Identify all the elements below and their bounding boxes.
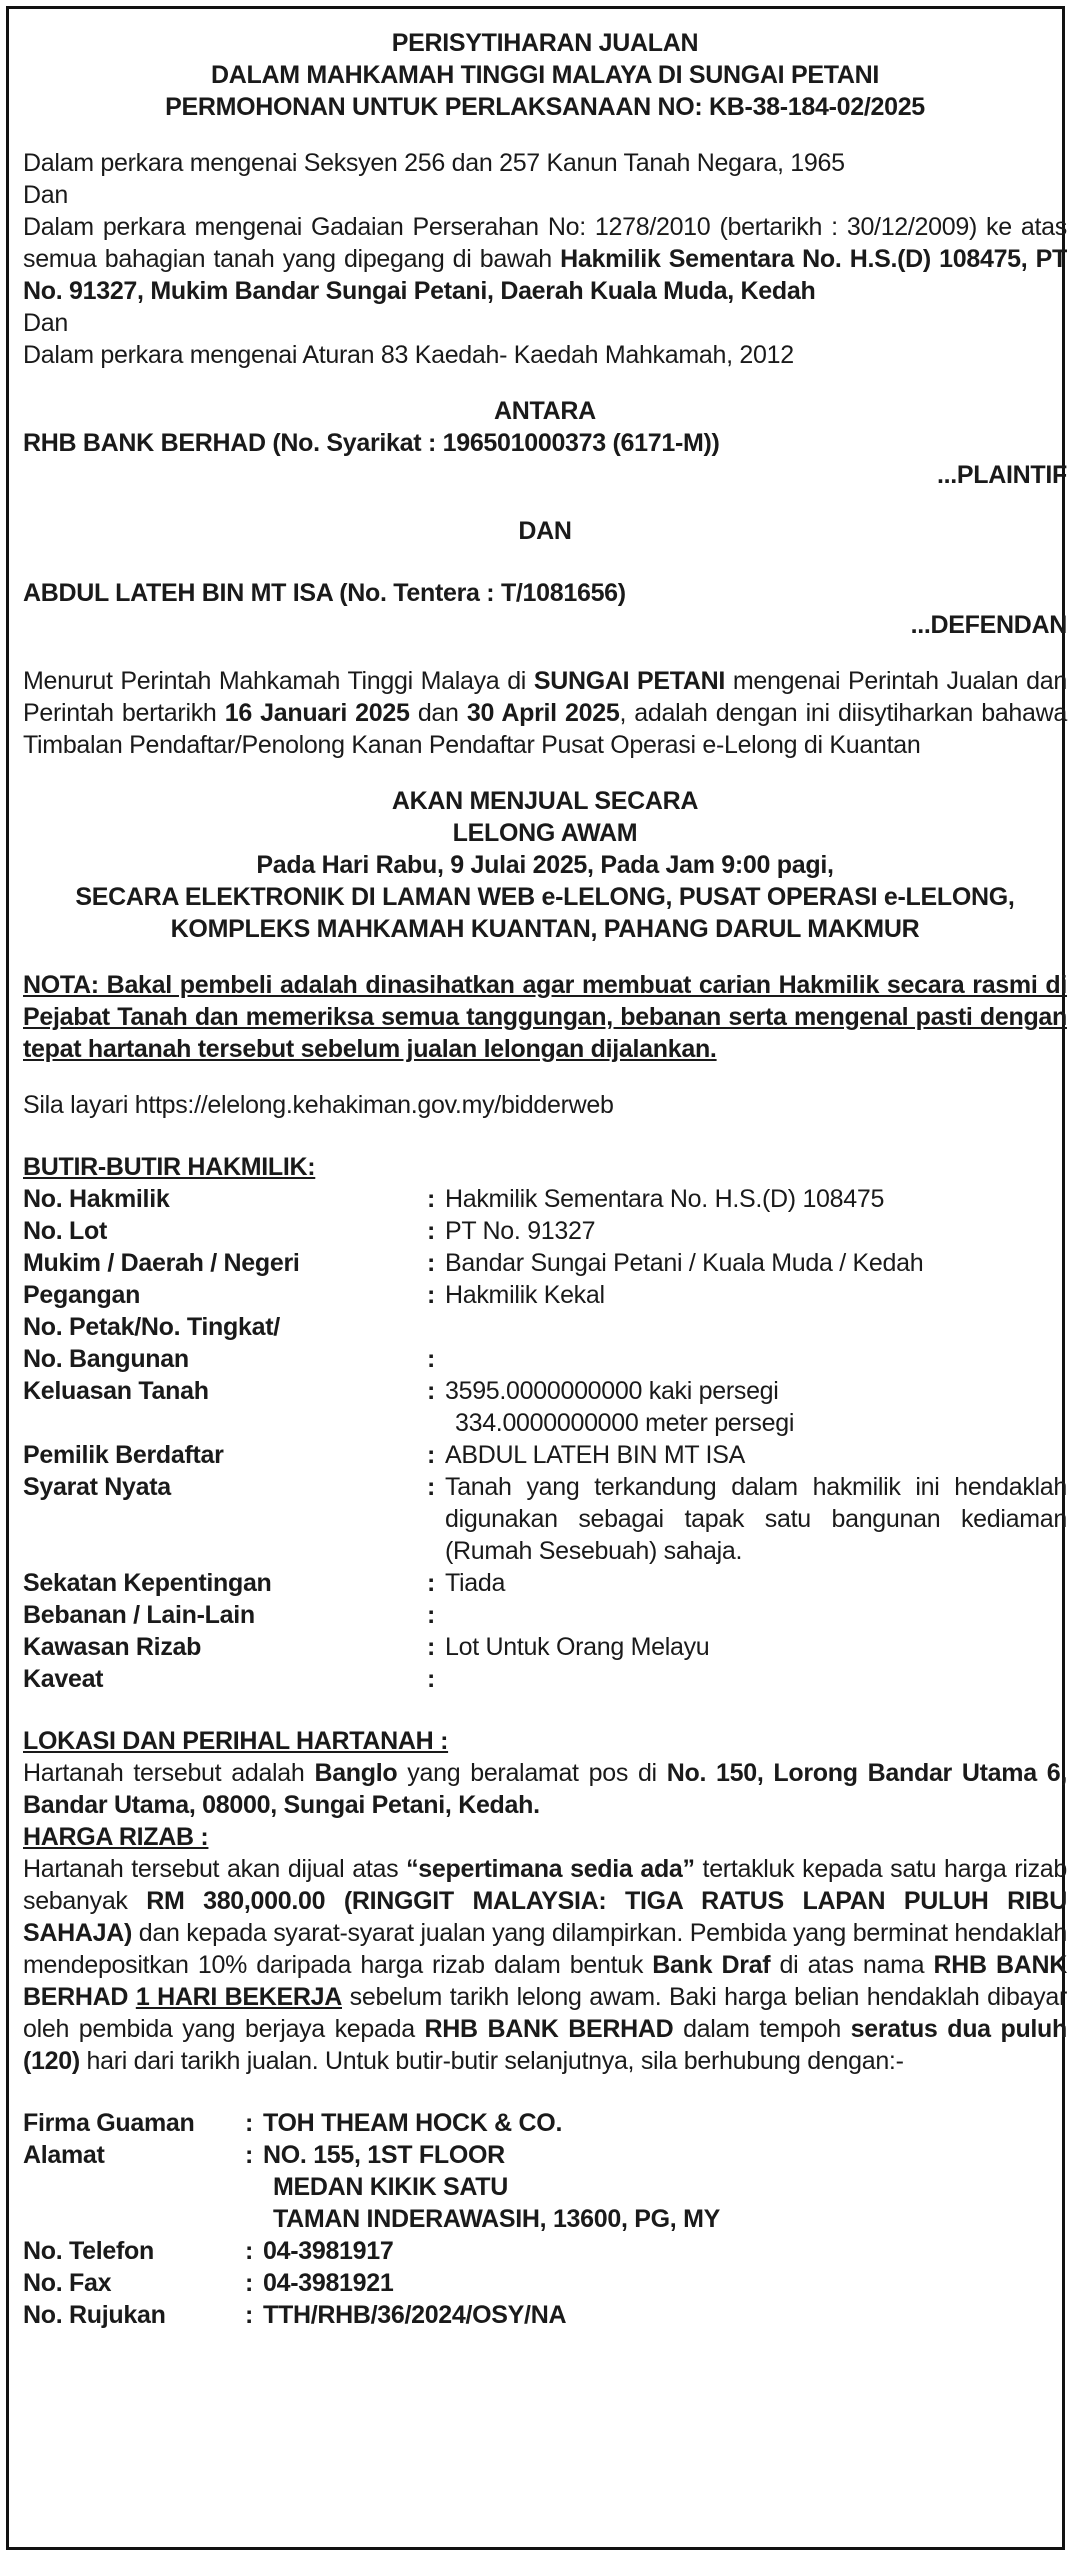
table-row: No. Lot : PT No. 91327 xyxy=(23,1217,596,1245)
header-court: DALAM MAHKAMAH TINGGI MALAYA DI SUNGAI PETANI xyxy=(211,61,879,89)
plaintiff-role: ...PLAINTIF xyxy=(936,461,1067,489)
title-details-heading: BUTIR-BUTIR HAKMILIK: xyxy=(23,1153,316,1181)
defendant-name: ABDUL LATEH BIN MT ISA (No. Tentera : T/1081656) xyxy=(23,579,626,607)
sale-proclamation-notice xyxy=(6,6,1065,2550)
table-row: No. Hakmilik : Hakmilik Sementara No. H.S.(D) 108475 xyxy=(23,1185,885,1213)
matter-2-title: Hakmilik Sementara No. H.S.(D) 108475, PT No. 91327, Mukim Bandar Sungai Petani, Daerah Kuala Muda, Kedah xyxy=(23,245,1067,305)
table-row: Syarat Nyata : Tanah yang terkandung dalam hakmilik ini hendaklah digunakan sebagai tapak satu bangunan kediaman (Rumah Sesebuah) sahaja. xyxy=(23,1473,1067,1565)
matter-1: Dalam perkara mengenai Seksyen 256 dan 257 Kanun Tanah Negara, 1965 xyxy=(23,149,845,177)
court-order-paragraph: Menurut Perintah Mahkamah Tinggi Malaya di SUNGAI PETANI mengenai Perintah Jualan dan Perintah bertarikh 16 Januari 2025 dan 30 April 2025, adalah dengan ini diisytiharkan bahawa Timbalan Pendaftar/Penolong Kanan Pendaftar Pusat Operasi e-Lelong di Kuantan xyxy=(23,667,1067,759)
matter-2 xyxy=(23,211,1067,307)
table-row: Bebanan / Lain-Lain : xyxy=(23,1601,436,1629)
order-date-1: 16 Januari 2025 xyxy=(224,699,410,727)
table-row: Firma Guaman : TOH THEAM HOCK & CO. xyxy=(23,2109,563,2137)
auction-line-2: LELONG AWAM xyxy=(452,819,638,847)
table-row: Keluasan Tanah : 3595.0000000000 kaki persegi xyxy=(23,1377,779,1405)
table-row: Kaveat : xyxy=(23,1665,436,1693)
table-row: Mukim / Daerah / Negeri : Bandar Sungai Petani / Kuala Muda / Kedah xyxy=(23,1249,924,1277)
auction-venue-1: SECARA ELEKTRONIK DI LAMAN WEB e-LELONG, PUSAT OPERASI e-LELONG, xyxy=(75,883,1015,911)
location-paragraph: Hartanah tersebut adalah Banglo yang beralamat pos di No. 150, Lorong Bandar Utama 6, Bandar Utama, 08000, Sungai Petani, Kedah. xyxy=(23,1759,1067,1819)
one-working-day: 1 HARI BEKERJA xyxy=(135,1983,342,2011)
bank-name-2: RHB BANK BERHAD xyxy=(424,2015,674,2043)
table-row: Pegangan : Hakmilik Kekal xyxy=(23,1281,605,1309)
table-row: TAMAN INDERAWASIH, 13600, PG, MY xyxy=(273,2205,720,2233)
bank-draft: Bank Draf xyxy=(652,1951,771,1979)
auction-date-time: Pada Hari Rabu, 9 Julai 2025, Pada Jam 9:00 pagi, xyxy=(256,851,834,879)
matter-3: Dalam perkara mengenai Aturan 83 Kaedah- Kaedah Mahkamah, 2012 xyxy=(23,341,794,369)
auction-line-1: AKAN MENJUAL SECARA xyxy=(391,787,699,815)
table-row: 334.0000000000 meter persegi xyxy=(455,1409,795,1437)
payment-period: seratus dua puluh (120) xyxy=(23,2015,1067,2075)
table-row: Sekatan Kepentingan : Tiada xyxy=(23,1569,506,1597)
as-is-clause: “sepertimana sedia ada” xyxy=(406,1855,695,1883)
property-address: No. 150, Lorong Bandar Utama 6, Bandar Utama, 08000, Sungai Petani, Kedah. xyxy=(23,1759,1067,1819)
header-title: PERISYTIHARAN JUALAN xyxy=(391,29,699,57)
court-location: SUNGAI PETANI xyxy=(533,667,726,695)
defendant-role: ...DEFENDAN xyxy=(910,611,1067,639)
matter-and-2: Dan xyxy=(23,309,68,337)
order-date-2: 30 April 2025 xyxy=(466,699,620,727)
table-row: Alamat : NO. 155, 1ST FLOOR xyxy=(23,2141,505,2169)
table-row: No. Petak/No. Tingkat/ xyxy=(23,1313,280,1341)
property-type: Banglo xyxy=(314,1759,398,1787)
reserve-price-paragraph: Hartanah tersebut akan dijual atas “sepertimana sedia ada” tertakluk kepada satu harga rizab sebanyak RM 380,000.00 (RINGGIT MALAYSIA: TIGA RATUS LAPAN PULUH RIBU SAHAJA) dan kepada syarat-syarat jualan yang dilampirkan. Pembida yang berminat hendaklah mendepositkan 10% daripada harga rizab dalam bentuk Bank Draf di atas nama RHB BANK BERHAD 1 HARI BEKERJA sebelum tarikh lelong awam. Baki harga belian hendaklah dibayar oleh pembida yang berjaya kepada RHB BANK BERHAD dalam tempoh seratus dua puluh (120) hari dari tarikh jualan. Untuk butir-butir selanjutnya, sila berhubung dengan:- xyxy=(23,1855,1067,2075)
notice-content xyxy=(23,27,1067,2331)
table-row: No. Telefon : 04-3981917 xyxy=(23,2237,394,2265)
header-application-no: PERMOHONAN UNTUK PERLAKSANAAN NO: KB-38-184-02/2025 xyxy=(165,93,925,121)
table-row: Pemilik Berdaftar : ABDUL LATEH BIN MT ISA xyxy=(23,1441,745,1469)
reserve-price-heading: HARGA RIZAB : xyxy=(23,1823,209,1851)
table-row: No. Fax : 04-3981921 xyxy=(23,2269,394,2297)
lawfirm-table xyxy=(23,2107,1067,2331)
nota-warning: NOTA: Bakal pembeli adalah dinasihatkan agar membuat carian Hakmilik secara rasmi di Pejabat Tanah dan memeriksa semua tanggungan, bebanan serta mengenal pasti dengan tepat hartanah tersebut sebelum jualan lelongan dijalankan. xyxy=(23,971,1067,1063)
table-row: No. Rujukan : TTH/RHB/36/2024/OSY/NA xyxy=(23,2301,567,2329)
auction-venue-2: KOMPLEKS MAHKAMAH KUANTAN, PAHANG DARUL MAKMUR xyxy=(170,915,920,943)
website-instruction: Sila layari https://elelong.kehakiman.gov.my/bidderweb xyxy=(23,1091,614,1119)
dan-label: DAN xyxy=(518,517,572,545)
plaintiff-name: RHB BANK BERHAD (No. Syarikat : 196501000373 (6171-M)) xyxy=(23,429,720,457)
antara-label: ANTARA xyxy=(494,397,596,425)
location-heading: LOKASI DAN PERIHAL HARTANAH : xyxy=(23,1727,449,1755)
bank-name-1: RHB BANK BERHAD xyxy=(23,1951,1067,2011)
reserve-price: RM 380,000.00 (RINGGIT MALAYSIA: TIGA RATUS LAPAN PULUH RIBU SAHAJA) xyxy=(23,1887,1067,1947)
title-details-table xyxy=(23,1183,1067,1695)
matter-and-1: Dan xyxy=(23,181,68,209)
matter-2-text: Dalam perkara mengenai Gadaian Perserahan No: 1278/2010 (bertarikh : 30/12/2009) ke atas semua bahagian tanah yang dipegang di bawah xyxy=(23,213,1067,273)
table-row: MEDAN KIKIK SATU xyxy=(273,2173,509,2201)
table-row: No. Bangunan : xyxy=(23,1345,436,1373)
table-row: Kawasan Rizab : Lot Untuk Orang Melayu xyxy=(23,1633,710,1661)
